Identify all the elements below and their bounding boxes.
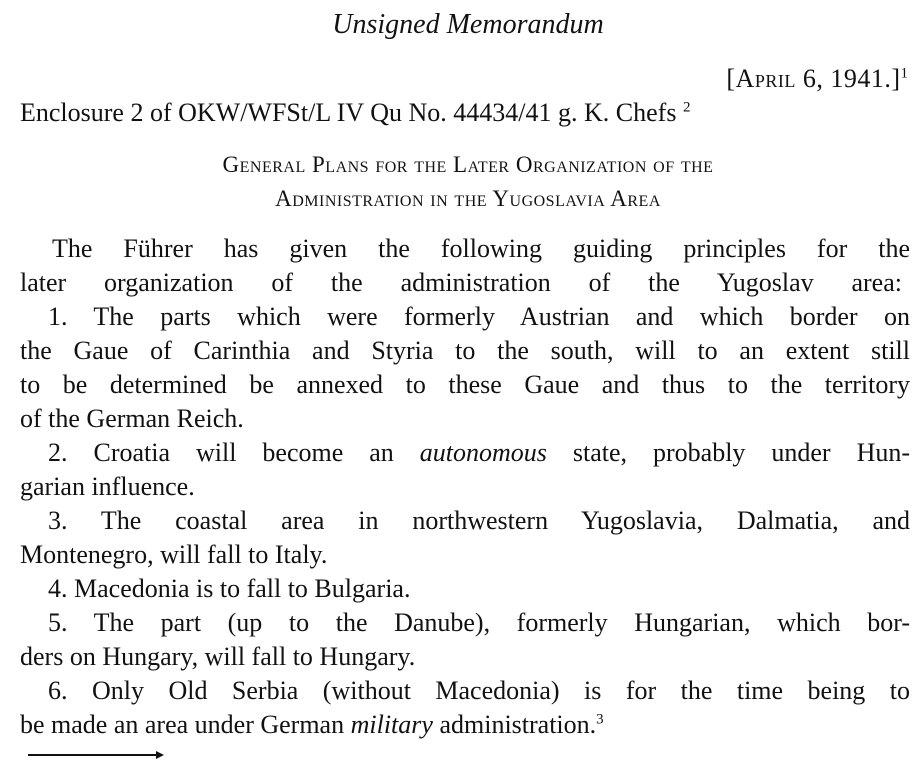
- enclosure-line: [20, 96, 910, 130]
- date-text: [April 6, 1941.]: [726, 64, 901, 93]
- paragraph-2-line-1: 2. Croatia will become an autonomous state, probably under Hun-: [48, 438, 911, 467]
- paragraph-3-line-2: Montenegro, will fall to Italy.: [20, 540, 328, 569]
- paragraph-3-line-1: 3. The coastal area in northwestern Yugoslavia, Dalmatia, and: [48, 506, 910, 535]
- enclosure-text: Enclosure 2 of OKW/WFSt/L IV Qu No. 44434/41 g. K. Chefs: [20, 98, 677, 127]
- paragraph-2-line-2: garian influence.: [20, 472, 195, 501]
- paragraph-6-line-2: be made an area under German military administration.$^3$: [20, 710, 604, 739]
- emphasis-military: military: [350, 710, 433, 739]
- footnote-ref-2: 2: [682, 99, 691, 116]
- footnote-divider: [28, 754, 158, 756]
- paragraph-1-line-3: to be determined be annexed to these Gaue and thus to the territory: [20, 370, 910, 399]
- emphasis-autonomous: autonomous: [419, 438, 547, 467]
- document-title: Unsigned Memorandum: [332, 9, 604, 40]
- paragraph-1-line-1: 1. The parts which were formerly Austrian and which border on: [48, 302, 910, 331]
- paragraph-5-line-1: 5. The part (up to the Danube), formerly Hungarian, which bor-: [48, 608, 910, 637]
- paragraph-1-line-2: the Gaue of Carinthia and Styria to the south, will to an extent still: [20, 336, 910, 365]
- heading-line-2: Administration in the Yugoslavia Area: [275, 186, 661, 211]
- paragraph-4: 4. Macedonia is to fall to Bulgaria.: [48, 574, 411, 603]
- footnote-ref-3: 3: [596, 711, 604, 728]
- paragraph-5-line-2: ders on Hungary, will fall to Hungary.: [20, 642, 416, 671]
- paragraph-1-line-4: of the German Reich.: [20, 404, 244, 433]
- heading-line-1: General Plans for the Later Organization of the: [222, 152, 714, 177]
- intro-line-2: later organization of the administration of the Yugoslav area:: [20, 268, 902, 297]
- footnote-ref-1: 1: [900, 65, 908, 82]
- intro-line-1: The Führer has given the following guiding principles for the: [52, 234, 910, 263]
- date-line: [26, 62, 908, 96]
- paragraph-6-line-1: 6. Only Old Serbia (without Macedonia) is for the time being to: [48, 676, 910, 705]
